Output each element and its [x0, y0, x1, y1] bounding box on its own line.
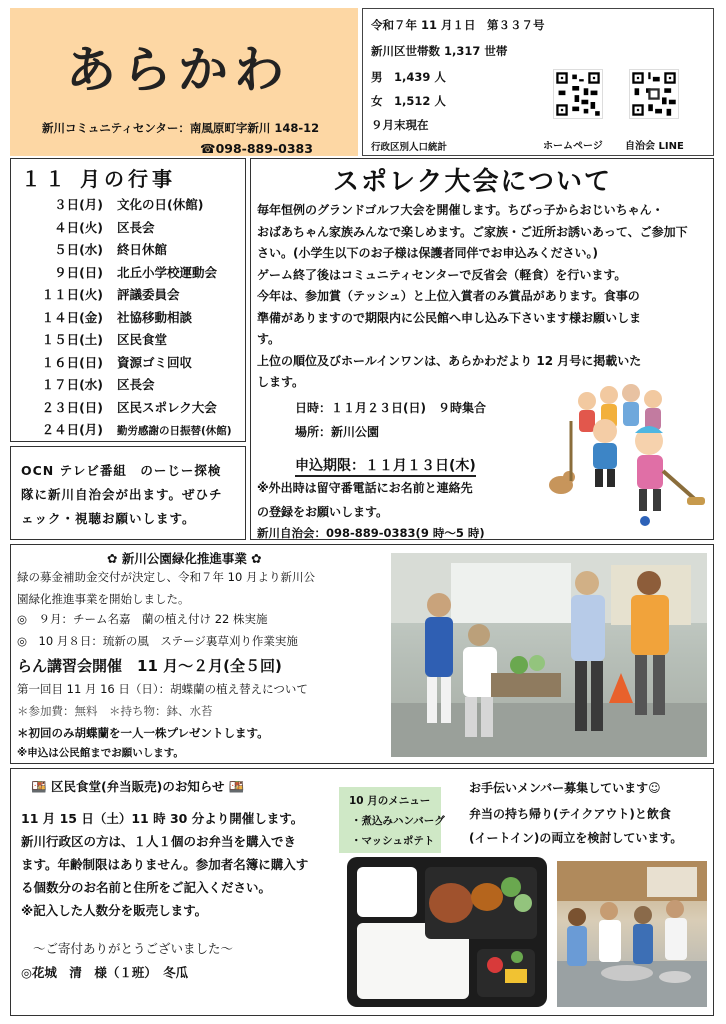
- newsletter-title: あらかわ: [66, 40, 290, 99]
- park-description: 園緑化推進事業を開始しました。: [17, 592, 190, 606]
- event-name: 区長会: [117, 219, 155, 235]
- event-name: 勤労感謝の日振替(休館): [117, 425, 232, 437]
- sporec-paragraph-line: ゲーム終了後はコミュニティセンターで反省会（軽食）を行います。: [257, 267, 627, 282]
- event-row: [19, 285, 180, 303]
- volunteer-recruit-text: 弁当の持ち帰り(テイクアウト)と飲食: [469, 807, 671, 821]
- sports-recreation-section: [250, 158, 714, 540]
- bento-box-icon: 🍱: [31, 779, 47, 794]
- event-date: ３日(月): [54, 197, 103, 212]
- masthead: [10, 8, 358, 156]
- event-name: 社協移動相談: [117, 309, 193, 325]
- lunch-title: [31, 777, 244, 795]
- donor-name: ◎花城 清 様（１班） 冬瓜: [21, 965, 189, 980]
- events-title: １１ 月の行事: [21, 167, 176, 191]
- volunteer-recruit-title: お手伝いメンバー募集しています☺: [469, 781, 661, 795]
- event-row: [19, 353, 192, 371]
- park-activity-sept: ◎ ９月：チーム名嘉 蘭の植え付け 22 株実施: [17, 612, 268, 626]
- female-count: 女 1,512 人: [371, 94, 446, 108]
- orchid-class-title: らん講習会開催 11 月～２月(全５回): [17, 657, 282, 675]
- event-row: [19, 195, 203, 213]
- event-name: 区民スポレク大会: [117, 399, 217, 415]
- ocn-line: ェック・視聴お願いします。: [21, 511, 196, 526]
- event-date: １５日(土): [41, 332, 103, 347]
- lunch-paragraph-line: る個数分のお名前と住所をご記入ください。: [21, 880, 272, 895]
- sporec-paragraph-line: さい。(小学生以下のお子様は保護者同伴でお申込みください。): [257, 246, 598, 260]
- menu-title: 10 月のメニュー: [349, 795, 431, 807]
- sporec-paragraph-line: 毎年恒例のグランドゴルフ大会を開催します。ちびっ子からおじいちゃん・: [257, 203, 664, 217]
- event-date: ２４日(月): [41, 422, 103, 437]
- sporec-paragraph-line: す。: [257, 332, 281, 346]
- orchid-fee-items: ＊参加費：無料 ＊持ち物：鉢、水苔: [17, 704, 213, 718]
- menu-item: ・煮込みハンバーグ: [351, 815, 445, 827]
- event-date: １１日(火): [41, 287, 103, 302]
- association-contact: 新川自治会：098-889-0383(9 時～5 時): [257, 526, 485, 540]
- event-row: [19, 375, 155, 393]
- park-greening-section: [10, 544, 714, 764]
- kitchen-volunteers-photo: [557, 861, 707, 1007]
- lunch-paragraph-line: 新川行政区の方は、１人１個のお弁当を購入でき: [21, 834, 297, 849]
- event-row: [19, 330, 167, 348]
- ocn-line: 隊に新川自治会が出ます。ぜひチ: [21, 487, 223, 502]
- household-count: 新川区世帯数 1,317 世帯: [371, 44, 508, 58]
- homepage-qr-label: ホームページ: [543, 141, 603, 152]
- orchid-gift: ＊初回のみ胡蝶蘭を一人一株プレゼントします。: [17, 726, 269, 740]
- orchid-apply-note: ※申込は公民館までお願いします。: [17, 747, 184, 759]
- sporec-title: スポレク大会について: [333, 167, 612, 197]
- lunch-paragraph-line: 11 月 15 日（土）11 時 30 分より開催します。: [21, 811, 304, 826]
- event-datetime: 日時：１１月２３日(日) ９時集合: [295, 401, 486, 415]
- event-row: [19, 263, 217, 281]
- golfers-illustration-icon: [547, 381, 707, 531]
- sporec-paragraph-line: 上位の順位及びホールインワンは、あらかわだより 12 月号に掲載いた: [257, 353, 642, 368]
- community-lunch-section: [10, 768, 714, 1016]
- sporec-paragraph-line: 準備がありますので期限内に公民館へ申し込み下さいます様お願いしま: [257, 310, 642, 325]
- sporec-paragraph-line: 今年は、参加賞（テッシュ）と上位入賞者のみ賞品があります。食事の: [257, 289, 640, 303]
- center-phone: ☎098-889-0383: [200, 141, 313, 156]
- event-name: 区長会: [117, 377, 155, 392]
- event-date: ２３日(日): [41, 399, 103, 415]
- ocn-tv-notice: [10, 446, 246, 540]
- event-name: 区民食堂: [117, 332, 168, 347]
- event-row: [19, 308, 192, 326]
- issue-info: [362, 8, 714, 156]
- lunch-paragraph-line: ます。年齢制限はありません。参加者名簿に購入す: [21, 857, 309, 872]
- park-description: 緑の募金補助金交付が決定し、令和７年 10 月より新川公: [17, 570, 315, 584]
- male-count: 男 1,439 人: [371, 70, 446, 84]
- event-name: 資源ゴミ回収: [117, 354, 193, 370]
- line-qr-icon[interactable]: [629, 69, 679, 119]
- event-name: 北丘小学校運動会: [117, 264, 218, 280]
- park-workshop-photo: [391, 553, 707, 757]
- event-date: ９日(日): [54, 264, 103, 280]
- voicemail-note: ※外出時は留守番電話にお名前と連絡先: [257, 481, 473, 495]
- as-of-date: ９月末現在: [371, 118, 429, 132]
- bento-photo: [347, 857, 547, 1007]
- event-row: [19, 240, 167, 258]
- application-deadline: 申込期限：１１月１３日(木): [295, 455, 476, 477]
- line-qr-label: 自治会 LINE: [625, 141, 684, 152]
- event-date: １７日(水): [41, 377, 103, 392]
- orchid-first-session: 第一回目 11 月 16 日（日）：胡蝶蘭の植え替えについて: [17, 682, 308, 696]
- event-row: [19, 398, 217, 416]
- donation-thanks: ～ご寄付ありがとうございました～: [33, 941, 234, 956]
- events-calendar: [10, 158, 246, 442]
- park-activity-oct: ◎ 10 月８日：琉新の風 ステージ裏草刈り作業実施: [17, 634, 298, 648]
- homepage-qr-icon[interactable]: [553, 69, 603, 119]
- voicemail-note: の登録をお願いします。: [257, 505, 389, 519]
- event-name: 評議委員会: [117, 287, 180, 302]
- event-place: 場所：新川公園: [295, 425, 380, 439]
- bento-box-icon: 🍱: [228, 779, 245, 794]
- menu-item: ・マッシュポテト: [351, 835, 435, 847]
- event-date: １６日(日): [41, 354, 103, 370]
- volunteer-recruit-text: (イートイン)の両立を検討しています。: [469, 831, 683, 845]
- sporec-paragraph-line: します。: [257, 375, 305, 389]
- october-menu-card: [339, 787, 445, 853]
- event-row: [19, 420, 232, 438]
- sporec-paragraph-line: おばあちゃん家族みんなで楽しめます。ご家族・ご近所お誘いあって、ご参加下: [257, 224, 688, 239]
- ocn-line: OCN テレビ番組 のーじー探検: [21, 463, 222, 478]
- issue-number: 令和７年 11 月１日 第３３７号: [371, 18, 545, 32]
- event-name: 文化の日(休館): [117, 197, 204, 212]
- event-date: ４日(火): [54, 219, 103, 235]
- event-date: ５日(水): [54, 242, 103, 257]
- data-source: 行政区別人口統計: [371, 142, 448, 153]
- lunch-title-text: 区民食堂(弁当販売)のお知らせ: [50, 779, 225, 794]
- park-section-title: ✿ 新川公園緑化推進事業 ✿: [107, 551, 262, 566]
- event-name: 終日休館: [117, 242, 168, 257]
- lunch-paragraph-line: ※記入した人数分を販売します。: [21, 903, 208, 918]
- center-address: 新川コミュニティセンター：南風原町字新川 148-12: [42, 121, 320, 135]
- event-row: [19, 218, 155, 236]
- event-date: １４日(金): [41, 309, 103, 325]
